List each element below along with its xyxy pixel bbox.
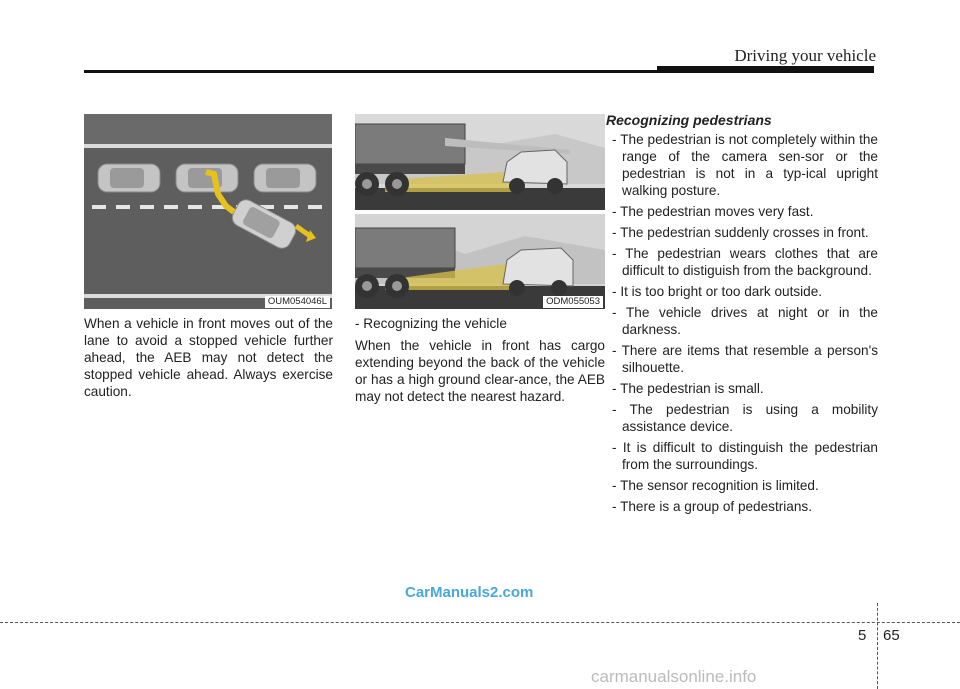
list-item: - It is too bright or too dark outside. <box>606 283 878 300</box>
car-rear-icon <box>98 164 160 192</box>
footer-site-watermark: carmanualsonline.info <box>591 667 757 686</box>
list-item: - The pedestrian is small. <box>606 380 878 397</box>
figure-code: ODM055053 <box>543 296 603 308</box>
header-title: Driving your vehicle <box>734 46 876 65</box>
car-stopped-icon <box>254 164 316 192</box>
list-item: - The pedestrian suddenly crosses in front. <box>606 224 878 241</box>
list-item: - It is difficult to distinguish the pedestrian from the surroundings. <box>606 439 878 473</box>
list-item: - There is a group of pedestrians. <box>606 498 878 515</box>
watermark-link[interactable]: CarManuals2.com <box>405 584 534 601</box>
car-middle-icon <box>176 164 238 192</box>
figure-lane-change <box>84 114 332 309</box>
list-item: - There are items that resemble a person's silhouette. <box>606 342 878 376</box>
figure-code: OUM054046L <box>265 296 330 308</box>
page-number: 65 <box>883 627 900 644</box>
paragraph: When the vehicle in front has cargo extending beyond the back of the vehicle or has a high ground clear-ance, the AEB may not detect the nearest hazard. <box>355 338 605 404</box>
section-heading: Recognizing pedestrians <box>606 112 772 128</box>
list-item: - The pedestrian moves very fast. <box>606 203 878 220</box>
top-scene <box>355 114 605 210</box>
column-1-text <box>84 315 333 405</box>
list-item: - The pedestrian is not completely within the range of the camera sen-sor or the pedestrian is not in a typ-ical upright walking posture. <box>606 131 878 199</box>
footer-divider <box>877 603 878 689</box>
list-item: - The pedestrian is using a mobility assistance device. <box>606 401 878 435</box>
figure-cargo-truck <box>355 114 605 309</box>
bottom-scene <box>355 214 605 309</box>
section-number: 5 <box>858 627 867 644</box>
lane-change-illustration <box>84 114 332 309</box>
list-item: - Recognizing the vehicle <box>355 316 507 331</box>
paragraph: When a vehicle in front moves out of the lane to avoid a stopped vehicle further ahead, the AEB may not detect the stopped vehicle ahead. Always exercise caution. <box>84 316 333 399</box>
list-item: - The pedestrian wears clothes that are difficult to distiguish from the background. <box>606 245 878 279</box>
pedestrian-conditions-list <box>606 131 878 519</box>
cargo-truck-illustration <box>355 114 605 309</box>
column-2-text <box>355 315 605 410</box>
header-rule-tab <box>657 66 874 72</box>
list-item: - The vehicle drives at night or in the darkness. <box>606 304 878 338</box>
footer-rule <box>0 622 960 623</box>
list-item: - The sensor recognition is limited. <box>606 477 878 494</box>
